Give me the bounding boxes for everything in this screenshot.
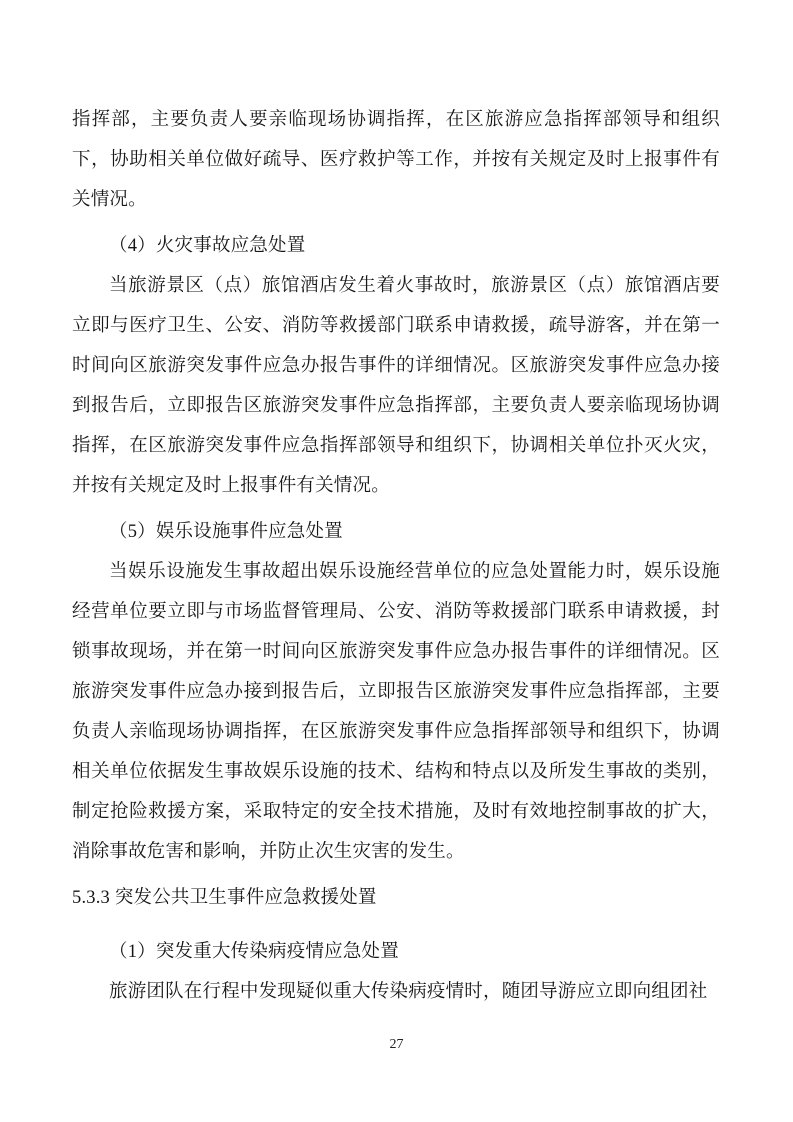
paragraph-fire-accident: 当旅游景区（点）旅馆酒店发生着火事故时，旅游景区（点）旅馆酒店要立即与医疗卫生、公安、消防等救援部门联系申请救援，疏导游客，并在第一时间向区旅游突发事件应急办报告事件的详细情况。区旅游突发事件应急办接到报告后，立即报告区旅游突发事件应急指挥部，主要负责人要亲临现场协调指挥，在区旅游突发事件应急指挥部领导和组织下，协调相关单位扑灭火灾，并按有关规定及时上报事件有关情况。: [72, 276, 720, 496]
subheading-epidemic: （1）突发重大传染病疫情应急处置: [109, 942, 399, 962]
paragraph-amusement-facility: 当娱乐设施发生事故超出娱乐设施经营单位的应急处置能力时，娱乐设施经营单位要立即与市场监督管理局、公安、消防等救援部门联系申请救援，封锁事故现场，并在第一时间向区旅游突发事件应急办报告事件的详细情况。区旅游突发事件应急办接到报告后，立即报告区旅游突发事件应急指挥部，主要负责人亲临现场协调指挥，在区旅游突发事件应急指挥部领导和组织下，协调相关单位依据发生事故娱乐设施的技术、结构和特点以及所发生事故的类别，制定抢险救援方案，采取特定的安全技术措施，及时有效地控制事故的扩大，消除事故危害和影响，并防止次生灾害的发生。: [72, 562, 720, 862]
paragraph-continuation: 指挥部，主要负责人要亲临现场协调指挥，在区旅游应急指挥部领导和组织下，协助相关单位做好疏导、医疗救护等工作，并按有关规定及时上报事件有关情况。: [72, 110, 720, 210]
subheading-fire-accident: （4）火灾事故应急处置: [109, 236, 306, 256]
subheading-amusement-facility: （5）娱乐设施事件应急处置: [109, 522, 343, 542]
page-content: [72, 100, 720, 1012]
paragraph-epidemic: 旅游团队在行程中发现疑似重大传染病疫情时，随团导游应立即向组团社: [109, 982, 708, 1002]
page-footer: [0, 1036, 793, 1054]
section-heading-5-3-3: 5.3.3 突发公共卫生事件应急救援处置: [72, 888, 377, 908]
page-number: 27: [389, 1037, 404, 1052]
